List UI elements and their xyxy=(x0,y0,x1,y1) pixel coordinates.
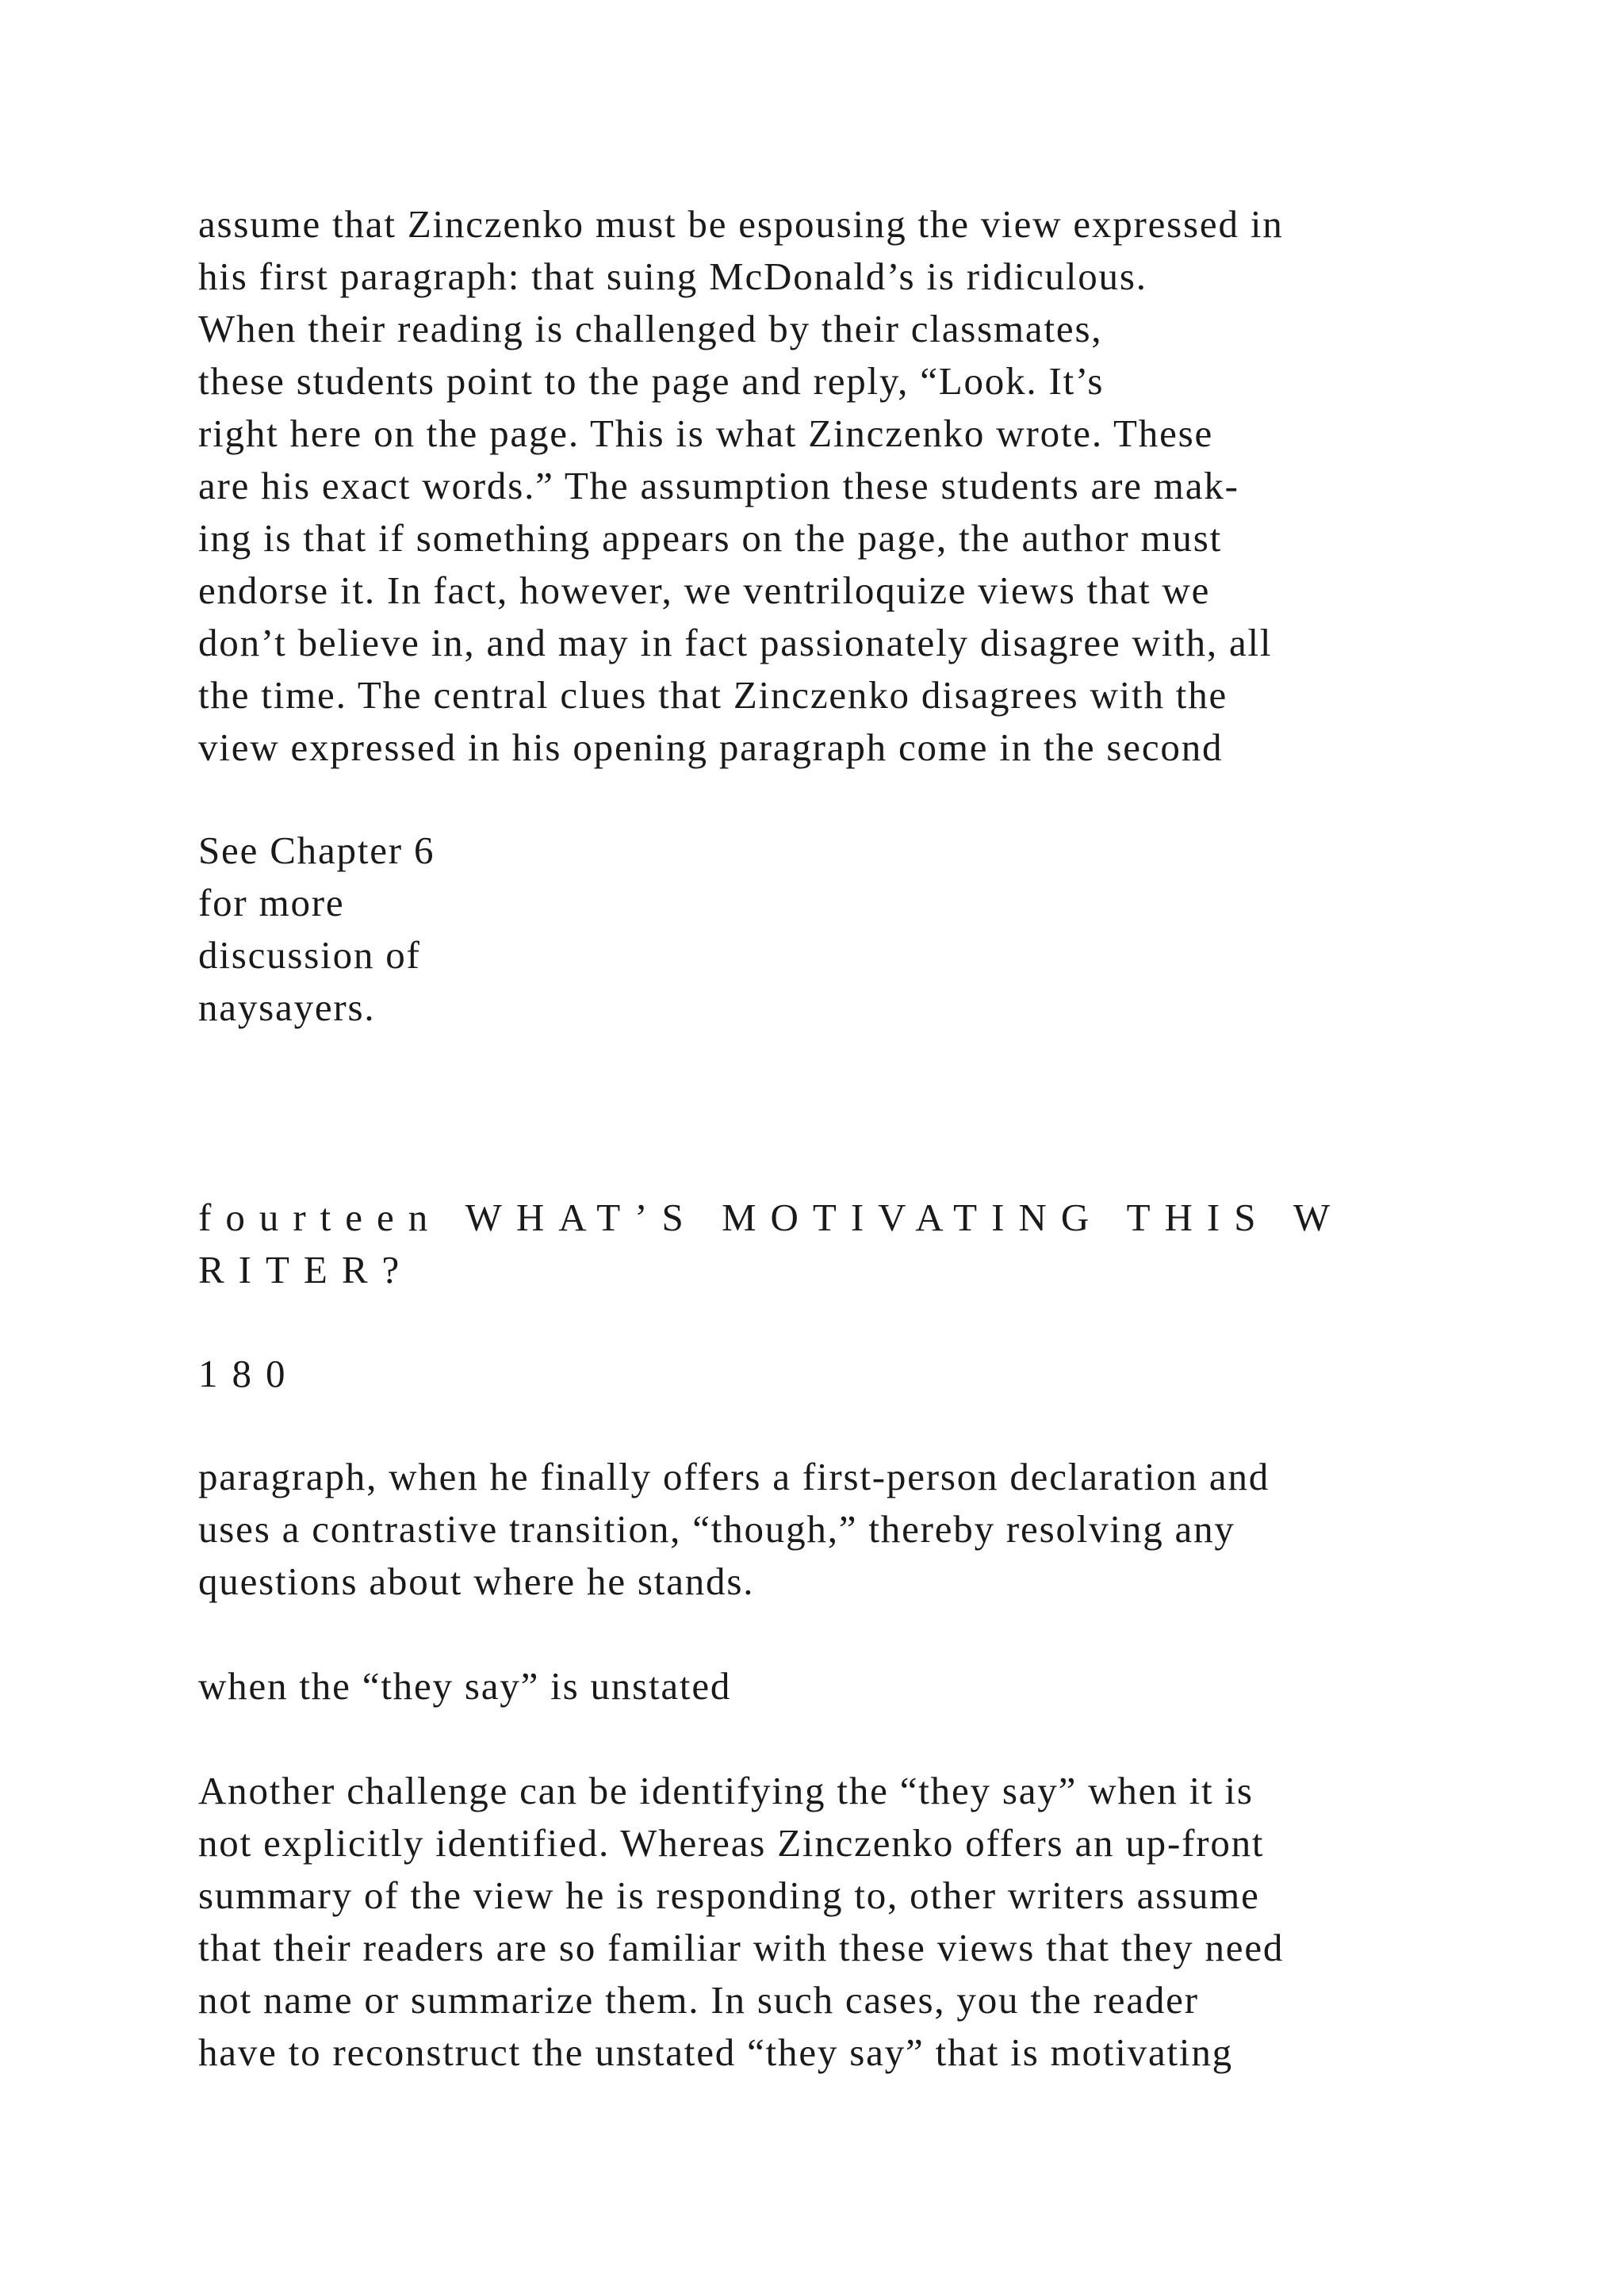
body-paragraph-1 xyxy=(198,198,1546,774)
text-line: ing is that if something appears on the page, the author must xyxy=(198,516,1222,560)
body-paragraph-2 xyxy=(198,1451,1546,1608)
text-line: questions about where he stands. xyxy=(198,1559,755,1603)
text-line: have to reconstruct the unstated “they say” that is motivating xyxy=(198,2030,1233,2074)
text-line: right here on the page. This is what Zinczenko wrote. These xyxy=(198,411,1214,455)
text-line: not name or summarize them. In such cases, you the reader xyxy=(198,1978,1199,2022)
running-head-line: RITER? xyxy=(198,1248,414,1292)
text-line: these students point to the page and reply, “Look. It’s xyxy=(198,359,1105,403)
text-line: not explicitly identified. Whereas Zinczenko offers an up-front xyxy=(198,1821,1265,1865)
text-line: the time. The central clues that Zinczenko disagrees with the xyxy=(198,673,1228,717)
running-head xyxy=(198,1192,1546,1296)
margin-note-line: See Chapter 6 xyxy=(198,828,435,872)
text-line: uses a contrastive transition, “though,” thereby resolving any xyxy=(198,1507,1235,1551)
body-paragraph-3 xyxy=(198,1765,1546,2079)
section-heading-block xyxy=(198,1660,1546,1712)
text-line: that their readers are so familiar with these views that they need xyxy=(198,1926,1285,1969)
margin-note-line: discussion of xyxy=(198,933,421,977)
section-heading: when the “they say” is unstated xyxy=(198,1664,732,1708)
page-number-block xyxy=(198,1348,1546,1400)
margin-note-line: naysayers. xyxy=(198,985,376,1029)
margin-note xyxy=(198,825,1546,1034)
text-line: are his exact words.” The assumption these students are mak- xyxy=(198,464,1239,507)
page-number: 180 xyxy=(198,1352,300,1395)
text-line: assume that Zinczenko must be espousing the view expressed in xyxy=(198,202,1284,246)
margin-note-line: for more xyxy=(198,881,345,924)
text-line: endorse it. In fact, however, we ventriloquize views that we xyxy=(198,568,1211,612)
text-line: When their reading is challenged by their classmates, xyxy=(198,307,1103,350)
text-line: view expressed in his opening paragraph come in the second xyxy=(198,725,1224,769)
text-line: don’t believe in, and may in fact passionately disagree with, all xyxy=(198,621,1273,664)
running-head-line: fourteen WHAT’S MOTIVATING THIS W xyxy=(198,1196,1345,1239)
text-line: summary of the view he is responding to, other writers assume xyxy=(198,1873,1260,1917)
text-line: his first paragraph: that suing McDonald’s is ridiculous. xyxy=(198,254,1147,298)
text-line: paragraph, when he finally offers a first-person declaration and xyxy=(198,1455,1270,1498)
text-line: Another challenge can be identifying the “they say” when it is xyxy=(198,1769,1254,1812)
